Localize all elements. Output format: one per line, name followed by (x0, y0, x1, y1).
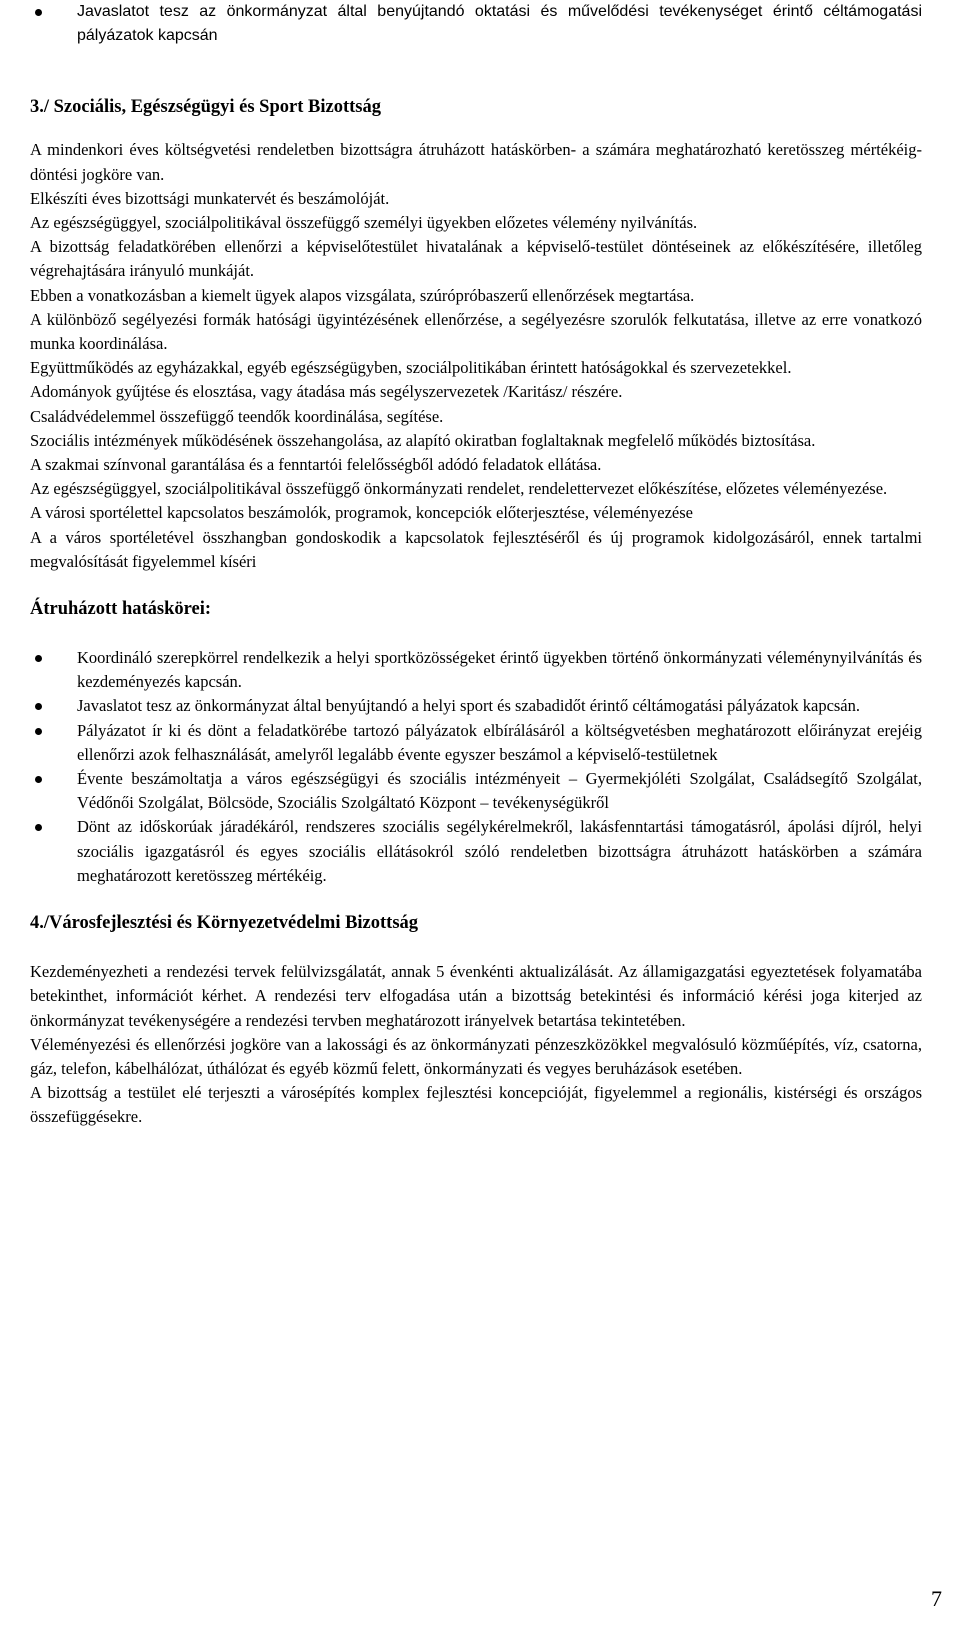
list-item: Javaslatot tesz az önkormányzat által benyújtandó oktatási és művelődési tevékenységet érintő céltámogatási pályázatok kapcsán (30, 0, 922, 48)
paragraph: Kezdeményezheti a rendezési tervek felülvizsgálatát, annak 5 évenkénti aktualizálását. Az államigazgatási egyeztetések folyamatába betekinthet, információt kérhet. A rendezési terv elfogadása után a bizottság betekintési és információ kérési joga kiterjed az önkormányzat tevékenységére a rendezési tervben meghatározott irányelvek betartása tekintetében. (30, 962, 922, 1030)
paragraph: Szociális intézmények működésének összehangolása, az alapító okiratban foglaltaknak megfelelő működés biztosítása. (30, 430, 816, 450)
section-4-body (30, 960, 922, 1129)
document-page (30, 0, 922, 1130)
paragraph: Az egészségüggyel, szociálpolitikával összefüggő személyi ügyekben előzetes vélemény nyilvánítás. (30, 213, 698, 233)
paragraph: A a város sportéletével összhangban gondoskodik a kapcsolatok fejlesztéséről és új programok kidolgozásáról, ennek tartalmi megvalósítását figyelemmel kíséri (30, 527, 922, 571)
paragraph: A mindenkori éves költségvetési rendeletben bizottságra átruházott hatáskörben- a számára meghatározható keretösszeg mértékéig- döntési jogköre van. (30, 140, 922, 184)
section-4-heading: 4./Városfejlesztési és Környezetvédelmi Bizottság (30, 913, 419, 934)
paragraph: Együttműködés az egyházakkal, egyéb egészségügyben, szociálpolitikában érintett hatóságokkal és szervezetekkel. (30, 358, 792, 378)
paragraph: A bizottság feladatkörében ellenőrzi a képviselőtestület hivatalának a képviselő-testület döntéseinek az előkészítésére, illetőleg végrehajtására irányuló munkáját. (30, 237, 922, 281)
paragraph: Családvédelemmel összefüggő teendők koordinálása, segítése. (30, 406, 444, 426)
paragraph: Ebben a vonatkozásban a kiemelt ügyek alapos vizsgálata, szúrópróbaszerű ellenőrzések megtartása. (30, 285, 695, 305)
delegated-powers-heading: Átruházott hatáskörei: (30, 599, 212, 620)
list-item: Évente beszámoltatja a város egészségügyi és szociális intézményeit – Gyermekjóléti Szolgálat, Családsegítő Szolgálat, Védőnői Szolgálat, Bölcsöde, Szociális Szolgáltató Központ – tevékenységükről (30, 767, 922, 815)
section-3-body (30, 138, 922, 574)
paragraph: Véleményezési és ellenőrzési jogköre van a lakossági és az önkormányzati pénzeszközökkel megvalósuló közműépítés, víz, csatorna, gáz, telefon, kábelhálózat, úthálózat és egyéb közmű felett, önkormányzati és vegyes beruházások esetében. (30, 1034, 922, 1078)
list-item: Koordináló szerepkörrel rendelkezik a helyi sportközösségeket érintő ügyekben történő önkormányzati véleménynyilvánítás és kezdeményezés kapcsán. (30, 646, 922, 694)
paragraph: Adományok gyűjtése és elosztása, vagy átadása más segélyszervezetek /Karitász/ részére. (30, 382, 623, 402)
list-item: Pályázatot ír ki és dönt a feladatkörébe tartozó pályázatok elbírálásáról a költségvetésben meghatározott előirányzat erejéig ellenőrzi azok felhasználását, amelyről legalább évente egyszer beszámol a képviselő-testületnek (30, 719, 922, 767)
paragraph: A szakmai színvonal garantálása és a fenntartói felelősségből adódó feladatok ellátása. (30, 455, 602, 475)
paragraph: A különböző segélyezési formák hatósági ügyintézésének ellenőrzése, a segélyezésre szorulók felkutatása, illetve az erre vonatkozó munka koordinálása. (30, 309, 922, 354)
top-bullet-list (30, 0, 922, 48)
list-item: Javaslatot tesz az önkormányzat által benyújtandó a helyi sport és szabadidőt érintő céltámogatási pályázatok kapcsán. (30, 694, 922, 718)
list-item: Dönt az időskorúak járadékáról, rendszeres szociális segélykérelmekről, lakásfenntartási támogatásról, ápolási díjról, helyi szociális igazgatásról és egyes szociális ellátásokról szóló rendeletben bizottságra átruházott hatáskörben a számára meghatározott keretösszeg mértékéig. (30, 815, 922, 888)
paragraph: Az egészségüggyel, szociálpolitikával összefüggő önkormányzati rendelet, rendelettervezet előkészítése, előzetes véleményezése. (30, 479, 888, 499)
paragraph: A városi sportélettel kapcsolatos beszámolók, programok, koncepciók előterjesztése, véleményezése (30, 503, 693, 523)
section-3-heading: 3./ Szociális, Egészségügyi és Sport Bizottság (30, 97, 381, 118)
paragraph: Elkészíti éves bizottsági munkatervét és beszámolóját. (30, 188, 390, 208)
paragraph: A bizottság a testület elé terjeszti a városépítés komplex fejlesztési koncepcióját, figyelemmel a regionális, kistérségi és országos összefüggésekre. (30, 1083, 922, 1127)
delegated-powers-list (30, 646, 922, 888)
page-number: 7 (931, 1586, 942, 1611)
